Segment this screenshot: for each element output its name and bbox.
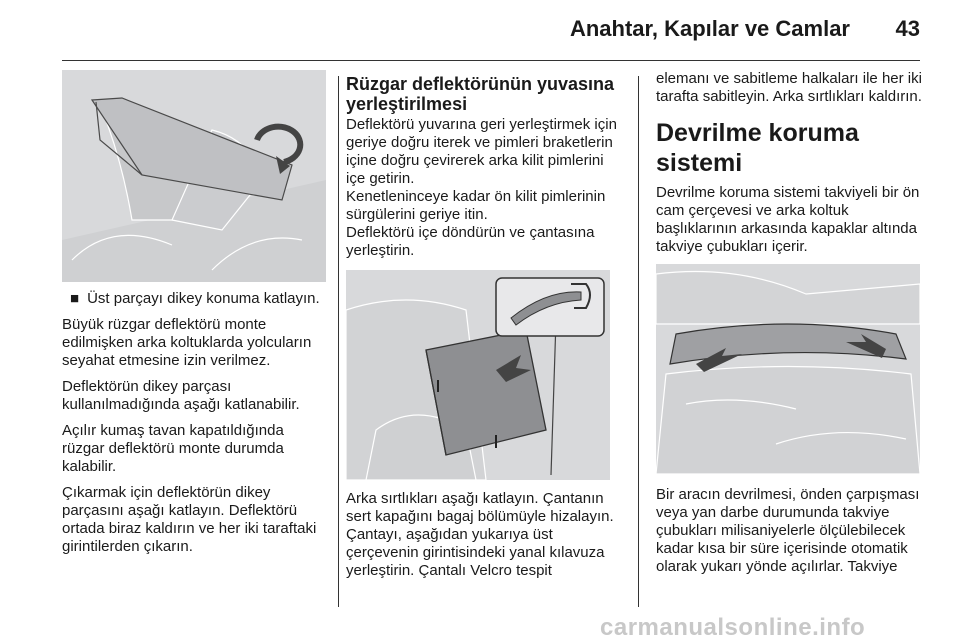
paragraph: Deflektörü yuvarına geri yerleştirmek için geriye doğru iterek ve pimleri braketlerin içine doğru çevirerek arka kilit pimlerini içe getirin. xyxy=(346,116,617,187)
section-heading: Devrilme koruma sistemi xyxy=(656,119,859,177)
paragraph: elemanı ve sabitleme halkaları ile her iki tarafta sabitleyin. Arka sırtlıkları kaldırın. xyxy=(656,70,922,105)
column-2 xyxy=(346,70,626,588)
bullet-marker: ■ xyxy=(70,290,80,307)
paragraph: Bir aracın devrilmesi, önden çarpışması veya yan darbe durumunda takviye çubukları milisaniyelerle ölçülebilecek kadar kısa bir süre içerisinde otomatik olarak yukarı yönde açılırlar. Takviye xyxy=(656,486,920,575)
paragraph: Arka sırtlıkları aşağı katlayın. Çantanın sert kapağını bagaj bölümüyle hizalayın. Çantayı, aşağıdan yukarıya üst çerçevenin girintisindeki yanal kılavuza yerleştirin. Çantalı Velcro tespit xyxy=(346,490,614,579)
column-3 xyxy=(656,70,924,584)
column-divider xyxy=(338,76,339,607)
wind-deflector-illustration xyxy=(62,70,326,282)
column-1 xyxy=(62,70,328,564)
paragraph: Deflektörün dikey parçası kullanılmadığında aşağı katlanabilir. xyxy=(62,378,300,413)
deflector-bag-illustration xyxy=(346,270,610,480)
paragraph: Devrilme koruma sistemi takviyeli bir ön cam çerçevesi ve arka koltuk başlıklarının arkasında kapaklar altında takviye çubukları içerir. xyxy=(656,184,920,255)
header-title: Anahtar, Kapılar ve Camlar xyxy=(569,16,850,41)
section-heading: Rüzgar deflektörünün yuvasına yerleştirilmesi xyxy=(346,74,615,114)
paragraph: Çıkarmak için deflektörün dikey parçasını aşağı katlayın. Deflektörü ortada biraz kaldırın ve her iki taraftaki girintilerden çıkarın. xyxy=(62,484,317,555)
paragraph: Açılır kumaş tavan kapatıldığında rüzgar deflektörü monte durumda kalabilir. xyxy=(62,422,284,475)
instruction-bullet xyxy=(70,290,328,308)
paragraph: Kenetleninceye kadar ön kilit pimlerinin sürgülerini geriye itin. xyxy=(346,188,606,223)
column-divider xyxy=(638,76,639,607)
intro-block xyxy=(346,116,626,260)
bullet-text: Üst parçayı dikey konuma katlayın. xyxy=(87,290,320,307)
page-number: 43 xyxy=(895,16,920,41)
paragraph: Büyük rüzgar deflektörü monte edilmişken arka koltuklarda yolcuların seyahat etmesine izin verilmez. xyxy=(62,316,312,369)
header-rule xyxy=(62,60,920,61)
rollover-protection-illustration xyxy=(656,264,920,474)
paragraph: Deflektörü içe döndürün ve çantasına yerleştirin. xyxy=(346,224,595,259)
watermark: carmanualsonline.info xyxy=(600,614,866,641)
